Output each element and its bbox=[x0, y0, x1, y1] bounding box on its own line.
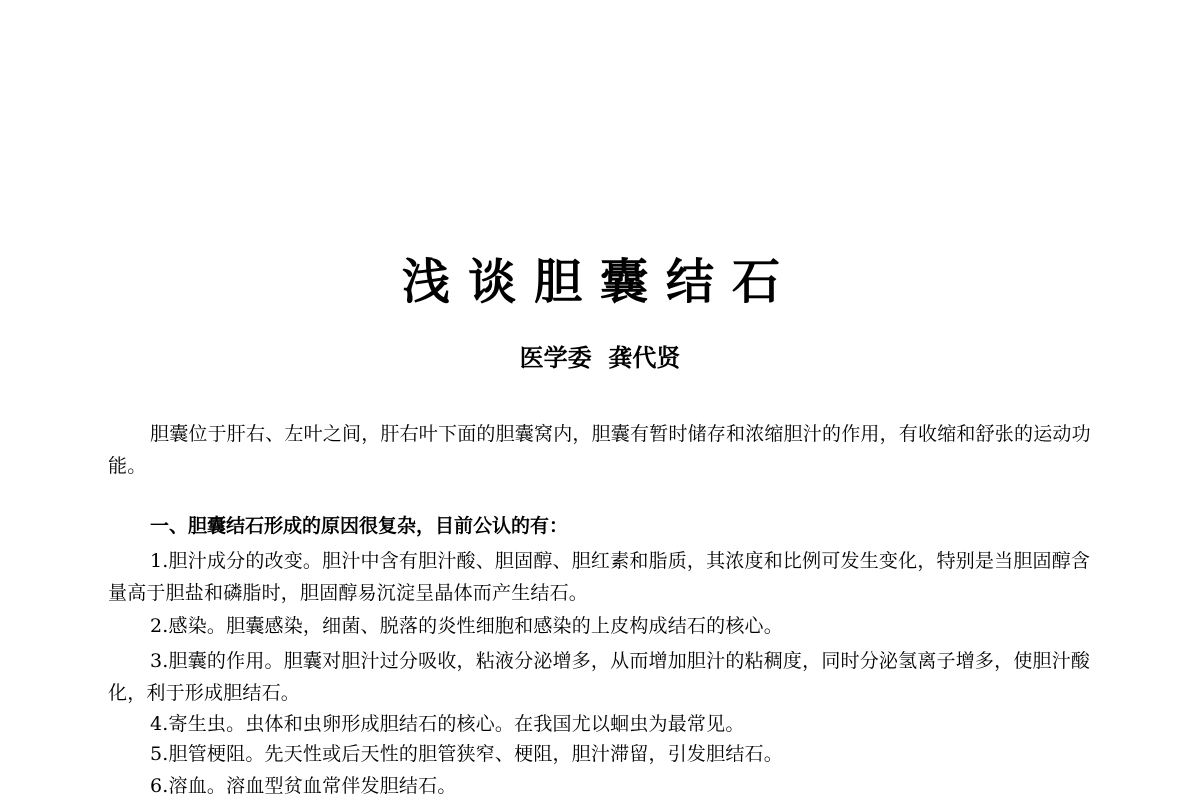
cause-item-4: 4.寄生虫。虫体和虫卵形成胆结石的核心。在我国尤以蛔虫为最常见。 bbox=[150, 713, 745, 735]
intro-paragraph: 胆囊位于肝右、左叶之间，肝右叶下面的胆囊窝内，胆囊有暂时储存和浓缩胆汁的作用，有收缩和舒张的运动功能。 bbox=[108, 423, 1091, 477]
cause-item-2: 2.感染。胆囊感染，细菌、脱落的炎性细胞和感染的上皮构成结石的核心。 bbox=[150, 615, 783, 637]
cause-item-1: 1.胆汁成分的改变。胆汁中含有胆汁酸、胆固醇、胆红素和脂质，其浓度和比例可发生变化，特别是当胆固醇含量高于胆盐和磷脂时，胆固醇易沉淀呈晶体而产生结石。 bbox=[108, 550, 1091, 604]
document-author: 医学委 龚代贤 bbox=[519, 343, 681, 372]
document-title: 浅谈胆囊结石 bbox=[401, 254, 798, 310]
cause-item-3: 3.胆囊的作用。胆囊对胆汁过分吸收，粘液分泌增多，从而增加胆汁的粘稠度，同时分泌氢离子增多，使胆汁酸化，利于形成胆结石。 bbox=[108, 650, 1091, 704]
section-heading: 一、胆囊结石形成的原因很复杂，目前公认的有： bbox=[150, 515, 569, 537]
cause-item-6: 6.溶血。溶血型贫血常伴发胆结石。 bbox=[150, 775, 457, 797]
cause-item-5: 5.胆管梗阻。先天性或后天性的胆管狭窄、梗阻，胆汁滞留，引发胆结石。 bbox=[150, 743, 783, 765]
